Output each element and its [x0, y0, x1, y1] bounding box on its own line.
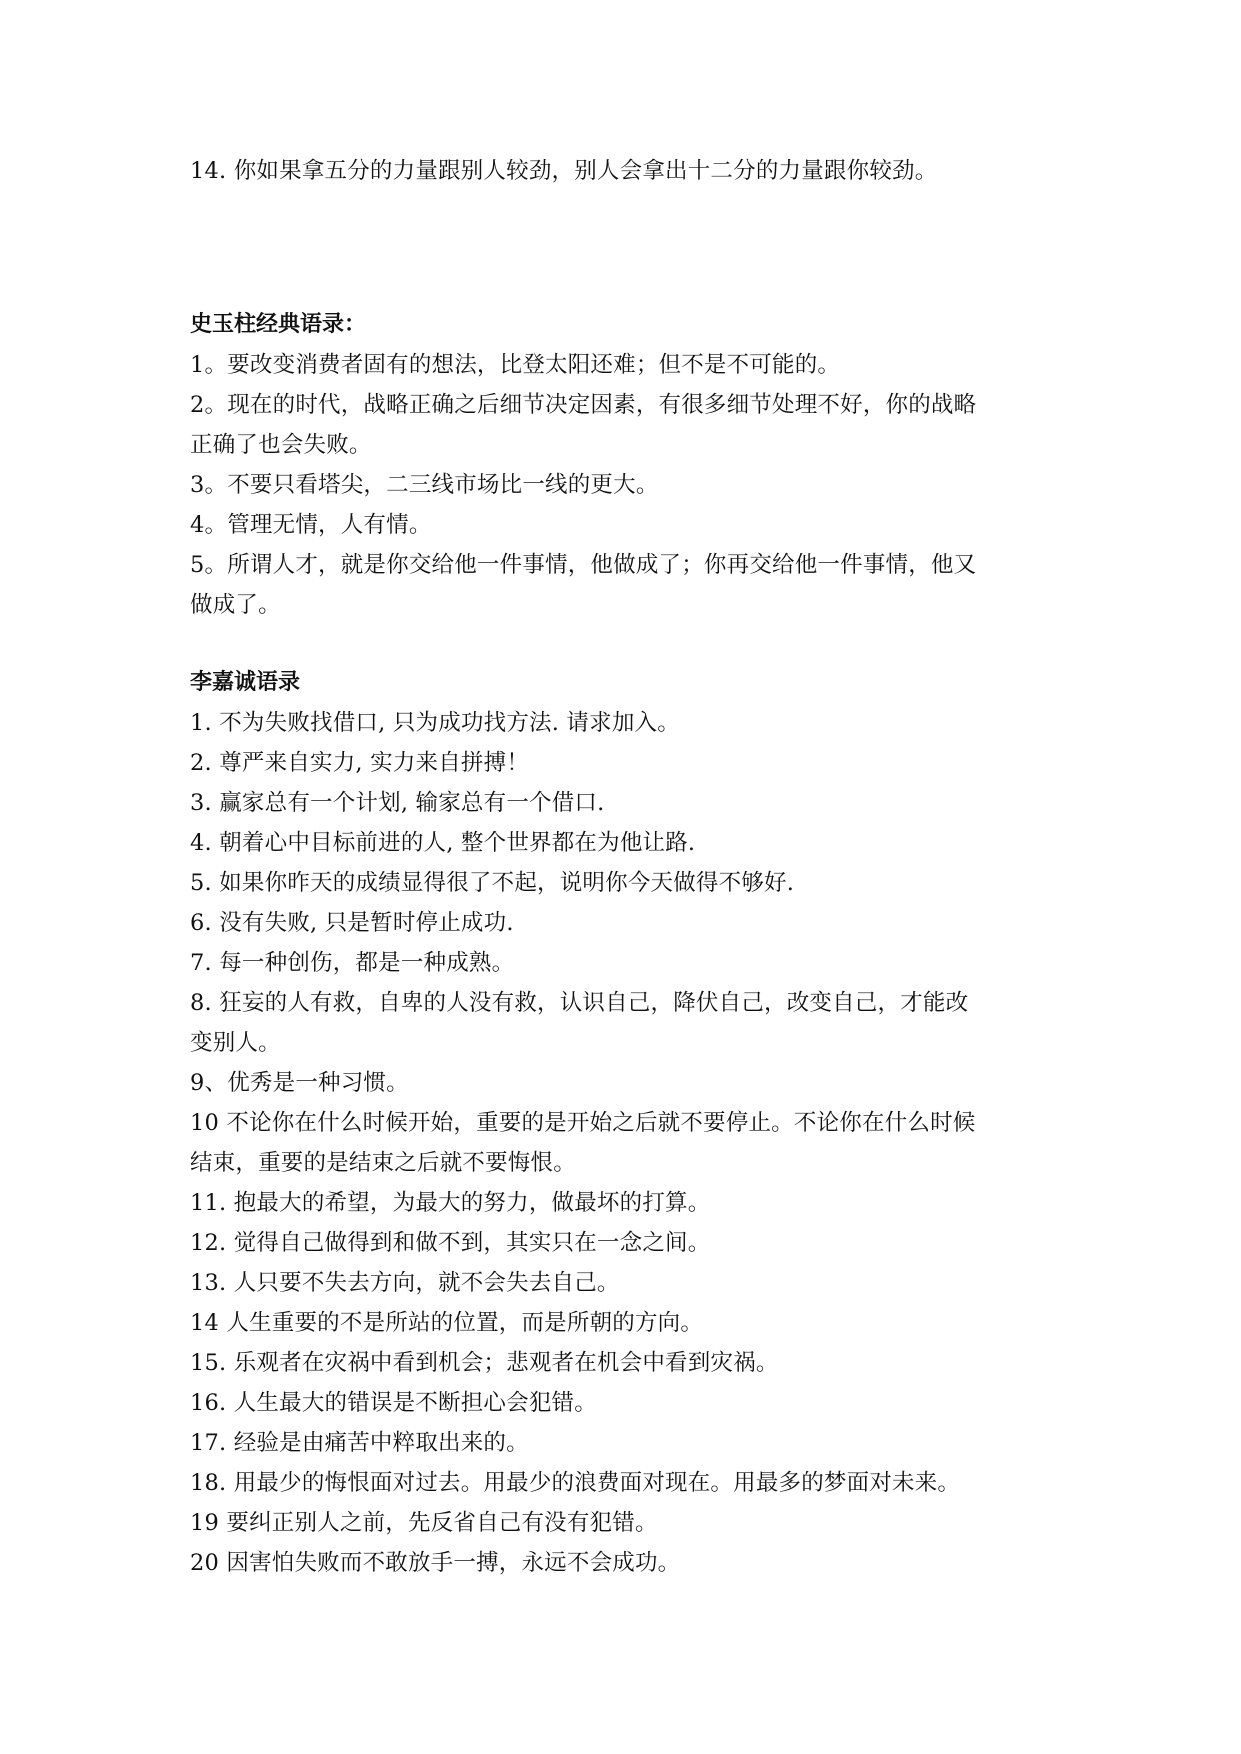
quote-line: 10 不论你在什么时候开始，重要的是开始之后就不要停止。不论你在什么时候 [190, 1110, 976, 1136]
quote-line: 18. 用最少的悔恨面对过去。用最少的浪费面对现在。用最多的梦面对未来。 [190, 1470, 961, 1496]
quote-line: 14. 你如果拿五分的力量跟别人较劲，别人会拿出十二分的力量跟你较劲。 [190, 158, 938, 184]
quote-line: 4。管理无情，人有情。 [190, 512, 432, 538]
quote-line: 6. 没有失败, 只是暂时停止成功. [190, 910, 514, 936]
quote-line: 做成了。 [190, 592, 281, 618]
quote-line: 5. 如果你昨天的成绩显得很了不起，说明你今天做得不够好. [190, 870, 795, 896]
quote-line: 1. 不为失败找借口, 只为成功找方法. 请求加入。 [190, 710, 680, 736]
quote-line: 11. 抱最大的希望，为最大的努力，做最坏的打算。 [190, 1190, 711, 1216]
quote-line: 1。要改变消费者固有的想法，比登太阳还难；但不是不可能的。 [190, 352, 841, 378]
li-jiacheng-section [190, 663, 975, 1583]
quote-line: 3。不要只看塔尖，二三线市场比一线的更大。 [190, 472, 659, 498]
quote-line: 19 要纠正别人之前，先反省自己有没有犯错。 [190, 1510, 658, 1536]
quote-line: 3. 赢家总有一个计划, 输家总有一个借口. [190, 790, 605, 816]
quote-line: 正确了也会失败。 [190, 432, 372, 458]
quote-line: 15. 乐观者在灾祸中看到机会；悲观者在机会中看到灾祸。 [190, 1350, 779, 1376]
section-heading: 李嘉诚语录 [190, 670, 301, 695]
quote-line: 20 因害怕失败而不敢放手一搏，永远不会成功。 [190, 1550, 681, 1576]
quote-line: 2. 尊严来自实力, 实力来自拼搏！ [190, 750, 530, 776]
shi-yuzhu-section [190, 305, 976, 625]
quote-line: 17. 经验是由痛苦中粹取出来的。 [190, 1430, 529, 1456]
quote-line: 2。现在的时代，战略正确之后细节决定因素，有很多细节处理不好，你的战略 [190, 392, 977, 418]
quote-line: 12. 觉得自己做得到和做不到，其实只在一念之间。 [190, 1230, 711, 1256]
quote-line: 16. 人生最大的错误是不断担心会犯错。 [190, 1390, 597, 1416]
section-heading: 史玉柱经典语录： [190, 312, 367, 337]
quote-line: 变别人。 [190, 1030, 281, 1056]
quote-line: 8. 狂妄的人有救，自卑的人没有救，认识自己，降伏自己，改变自己，才能改 [190, 990, 969, 1016]
quote-line: 7. 每一种创伤，都是一种成熟。 [190, 950, 515, 976]
quote-line: 4. 朝着心中目标前进的人, 整个世界都在为他让路. [190, 830, 696, 856]
quote-line: 14 人生重要的不是所站的位置，而是所朝的方向。 [190, 1310, 704, 1336]
quote-line: 9、优秀是一种习惯。 [190, 1070, 409, 1096]
quote-line: 13. 人只要不失去方向，就不会失去自己。 [190, 1270, 620, 1296]
quote-line: 5。所谓人才，就是你交给他一件事情，他做成了；你再交给他一件事情，他又 [190, 552, 977, 578]
quote-line: 结束，重要的是结束之后就不要悔恨。 [190, 1150, 576, 1176]
